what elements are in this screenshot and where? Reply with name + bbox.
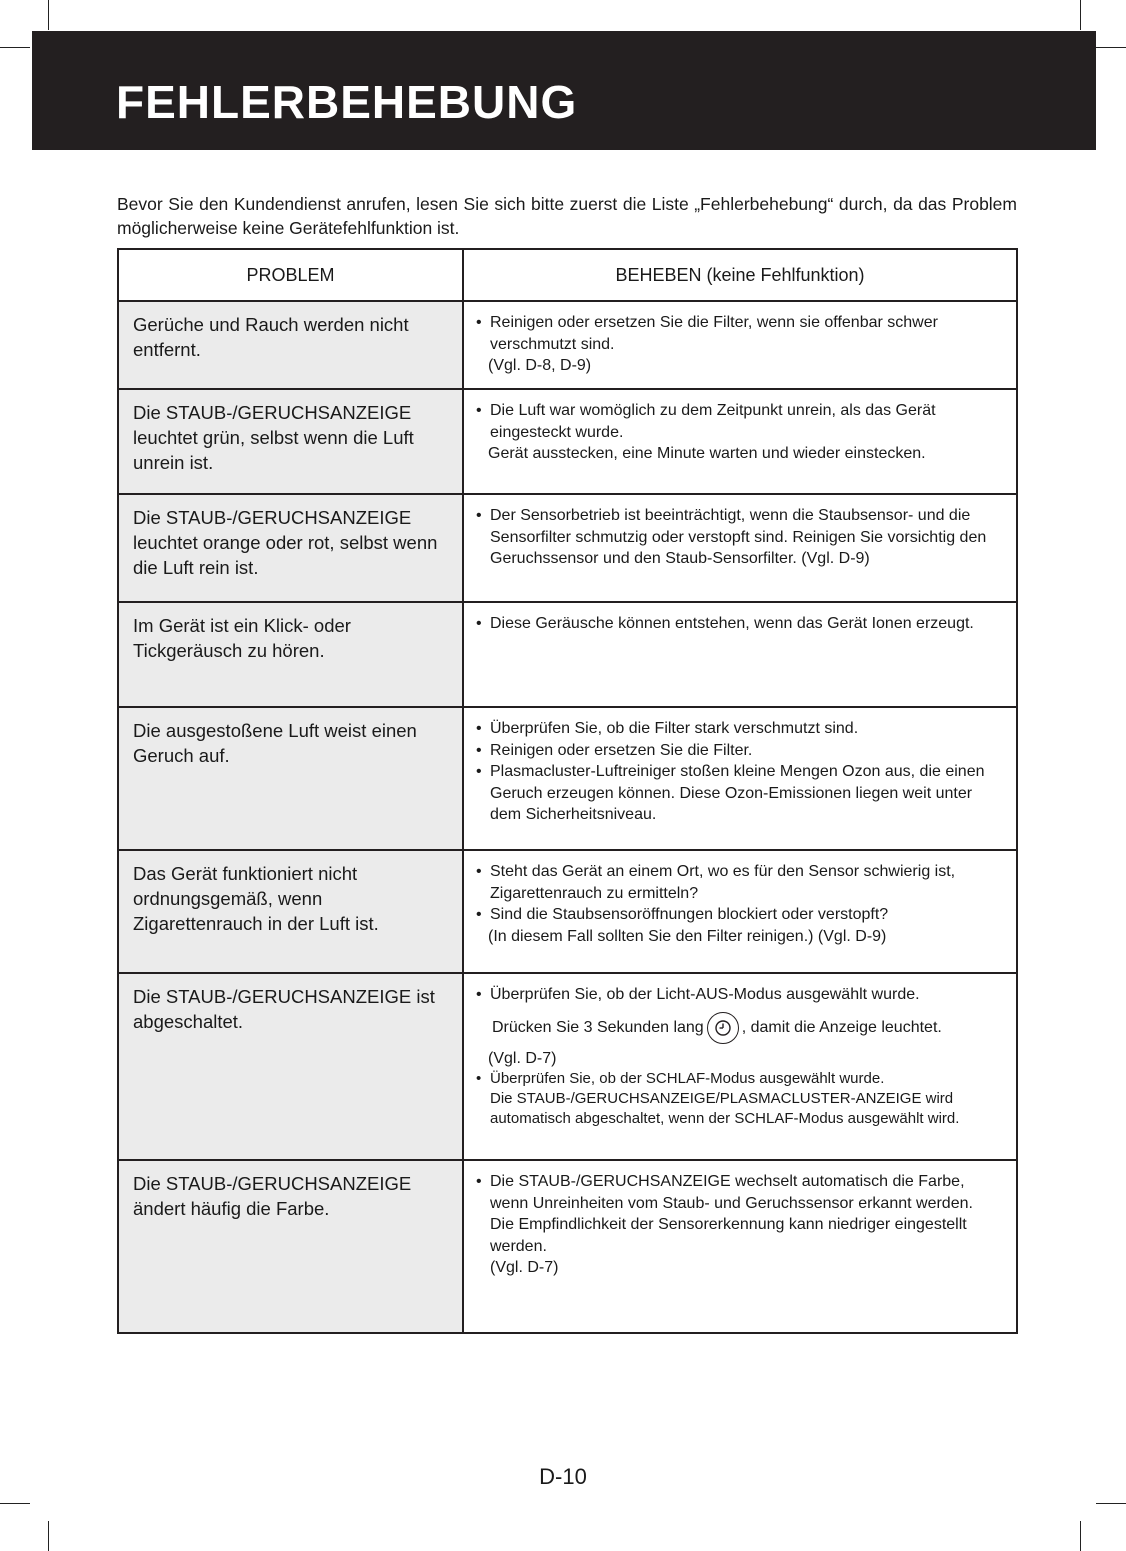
crop-mark — [1080, 1521, 1081, 1551]
remedy-cell: • Reinigen oder ersetzen Sie die Filter, wenn sie offenbar schwer verschmutzt sind. (Vgl. D-8, D-9) — [463, 301, 1017, 389]
problem-cell: Die STAUB-/GERUCHSANZEIGE ist abgeschaltet. — [118, 973, 463, 1160]
problem-cell: Die ausgestoßene Luft weist einen Geruch auf. — [118, 707, 463, 850]
remedy-text: Überprüfen Sie, ob die Filter stark verschmutzt sind. — [490, 720, 859, 737]
remedy-text: Reinigen oder ersetzen Sie die Filter, wenn sie offenbar schwer — [490, 314, 938, 331]
press-instruction — [476, 1012, 1004, 1044]
table-row — [118, 1160, 1017, 1333]
column-header-problem: PROBLEM — [118, 249, 463, 301]
remedy-cell: • Diese Geräusche können entstehen, wenn das Gerät Ionen erzeugt. — [463, 602, 1017, 707]
remedy-cell: • Steht das Gerät an einem Ort, wo es für den Sensor schwierig ist, Zigarettenrauch zu ermitteln? • Sind die Staubsensoröffnungen blockiert oder verstopft? (In diesem Fall sollten Sie den Filter reinigen.) (Vgl. D-9) — [463, 850, 1017, 973]
troubleshooting-table — [117, 248, 1018, 1334]
remedy-text: Sind die Staubsensoröffnungen blockiert oder verstopft? — [490, 906, 889, 923]
crop-mark — [1096, 47, 1126, 48]
column-header-remedy: BEHEBEN (keine Fehlfunktion) — [463, 249, 1017, 301]
problem-cell: Gerüche und Rauch werden nicht entfernt. — [118, 301, 463, 389]
problem-cell: Im Gerät ist ein Klick- oder Tickgeräusch zu hören. — [118, 602, 463, 707]
remedy-text: Diese Geräusche können entstehen, wenn das Gerät Ionen erzeugt. — [490, 615, 974, 632]
remedy-text: Drücken Sie 3 Sekunden lang — [492, 1018, 704, 1036]
table-row — [118, 301, 1017, 389]
remedy-reference: (Vgl. D-7) — [490, 1259, 559, 1276]
header-banner — [32, 31, 1096, 150]
crop-mark — [48, 0, 49, 30]
clock-icon — [714, 1019, 732, 1037]
crop-mark — [1080, 0, 1081, 30]
remedy-text: Die STAUB-/GERUCHSANZEIGE/PLASMACLUSTER-ANZEIGE wird automatisch abgeschaltet, wenn der SCHLAF-Modus ausgewählt wird. — [490, 1090, 960, 1127]
problem-cell: Das Gerät funktioniert nicht ordnungsgemäß, wenn Zigarettenrauch in der Luft ist. — [118, 850, 463, 973]
remedy-text: Die Luft war womöglich zu dem Zeitpunkt unrein, als das Gerät eingesteckt wurde. — [490, 402, 936, 441]
page-title: FEHLERBEHEBUNG — [116, 76, 578, 128]
crop-mark — [0, 47, 30, 48]
remedy-cell: • Überprüfen Sie, ob der Licht-AUS-Modus ausgewählt wurde. Drücken Sie 3 Sekunden lang , damit die Anzeige leuchtet. (Vgl. D-7) • Überprüfen Sie, ob der SCHLAF-Modus ausgewählt wurde. Die STAUB-/GERUCHSANZEIGE/PLASMACLUSTER-ANZEIGE wird automatisch abgeschaltet, wenn der SCHLAF-Modus ausgewählt wird. — [463, 973, 1017, 1160]
table-row — [118, 602, 1017, 707]
problem-cell: Die STAUB-/GERUCHSANZEIGE ändert häufig die Farbe. — [118, 1160, 463, 1333]
table-row — [118, 389, 1017, 494]
remedy-text: Überprüfen Sie, ob der SCHLAF-Modus ausgewählt wurde. — [490, 1070, 885, 1087]
remedy-reference: (Vgl. D-7) — [488, 1049, 557, 1067]
remedy-text: Plasmacluster-Luftreiniger stoßen kleine Mengen Ozon aus, die einen Geruch erzeugen können. Diese Ozon-Emissionen liegen weit unter dem Sicherheitsniveau. — [490, 763, 985, 823]
table-header-row — [118, 249, 1017, 301]
remedy-text: Die Empfindlichkeit der Sensorerkennung kann niedriger eingestellt werden. — [490, 1216, 967, 1255]
remedy-cell: • Überprüfen Sie, ob die Filter stark verschmutzt sind. • Reinigen oder ersetzen Sie die Filter. • Plasmacluster-Luftreiniger stoßen kleine Mengen Ozon aus, die einen Geruch erzeugen können. Diese Ozon-Emissionen liegen weit unter dem Sicherheitsniveau. — [463, 707, 1017, 850]
crop-mark — [48, 1521, 49, 1551]
remedy-text: Überprüfen Sie, ob der Licht-AUS-Modus ausgewählt wurde. — [490, 986, 920, 1003]
remedy-cell: • Der Sensorbetrieb ist beeinträchtigt, wenn die Staubsensor- und die Sensorfilter schmutzig oder verstopft sind. Reinigen Sie vorsichtig den Geruchssensor und den Staub-Sensorfilter. (Vgl. D-9) — [463, 494, 1017, 602]
problem-cell: Die STAUB-/GERUCHSANZEIGE leuchtet grün, selbst wenn die Luft unrein ist. — [118, 389, 463, 494]
remedy-text: Reinigen oder ersetzen Sie die Filter. — [490, 741, 753, 759]
remedy-text: verschmutzt sind. — [490, 335, 615, 353]
page-number: D-10 — [539, 1464, 587, 1489]
intro-text: Bevor Sie den Kundendienst anrufen, lesen Sie sich bitte zuerst die Liste „Fehlerbehebung“ durch, da das Problem möglicherweise keine Gerätefehlfunktion ist. — [117, 194, 1017, 238]
timer-button-icon — [707, 1012, 739, 1044]
crop-mark — [0, 1503, 30, 1504]
remedy-text: (In diesem Fall sollten Sie den Filter reinigen.) (Vgl. D-9) — [488, 927, 887, 945]
remedy-text: Gerät ausstecken, eine Minute warten und wieder einstecken. — [488, 445, 926, 462]
table-row — [118, 707, 1017, 850]
remedy-cell: • Die STAUB-/GERUCHSANZEIGE wechselt automatisch die Farbe, wenn Unreinheiten vom Staub- und Geruchssensor erkannt werden. Die Empfindlichkeit der Sensorerkennung kann niedriger eingestellt werden. (Vgl. D-7) — [463, 1160, 1017, 1333]
table-row — [118, 850, 1017, 973]
problem-cell: Die STAUB-/GERUCHSANZEIGE leuchtet orange oder rot, selbst wenn die Luft rein ist. — [118, 494, 463, 602]
remedy-text: Der Sensorbetrieb ist beeinträchtigt, wenn die Staubsensor- und die Sensorfilter schmutzig oder verstopft sind. Reinigen Sie vorsichtig den Geruchssensor und den Staub-Sensorfilter. (Vgl. D-9) — [490, 507, 987, 567]
table-row — [118, 494, 1017, 602]
remedy-text: , damit die Anzeige leuchtet. — [741, 1018, 942, 1036]
remedy-text: Steht das Gerät an einem Ort, wo es für den Sensor schwierig ist, Zigarettenrauch zu ermitteln? — [490, 863, 956, 902]
remedy-text: Die STAUB-/GERUCHSANZEIGE wechselt automatisch die Farbe, wenn Unreinheiten vom Staub- und Geruchssensor erkannt werden. — [490, 1173, 973, 1212]
crop-mark — [1096, 1503, 1126, 1504]
table-row — [118, 973, 1017, 1160]
remedy-reference: (Vgl. D-8, D-9) — [488, 357, 592, 374]
remedy-cell: • Die Luft war womöglich zu dem Zeitpunkt unrein, als das Gerät eingesteckt wurde. Gerät ausstecken, eine Minute warten und wieder einstecken. — [463, 389, 1017, 494]
